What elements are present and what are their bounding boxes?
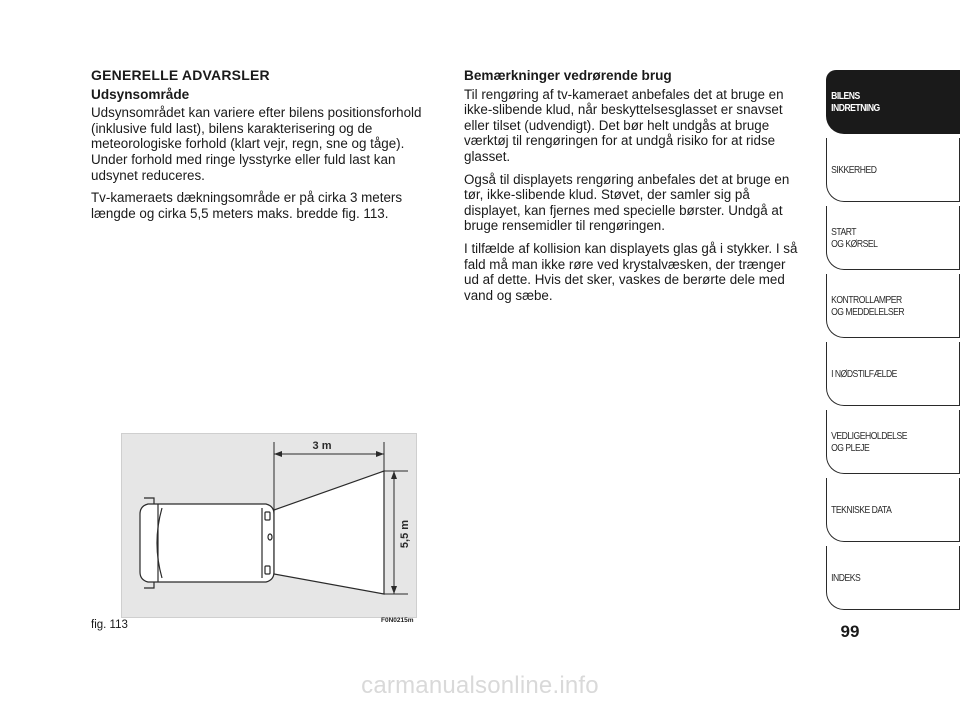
right-column xyxy=(464,68,804,310)
paragraph: I tilfælde af kollision kan displayets glas gå i stykker. I så fald må man ikke røre ved krystalvæsken, der trænger ud af dette. Hvis det sker, vaskes de berørte dele med vand og sæbe. xyxy=(464,240,798,303)
chapter-sidebar xyxy=(826,70,960,614)
tab-label: I NØDSTILFÆLDE xyxy=(831,367,897,380)
paragraph: Også til displayets rengøring anbefales det at bruge en tør, ikke-slibende klud. Støvet, der samler sig på displayet, kan fjernes med specielle børster. Undgå at bruge rensemidler til rengøringen. xyxy=(464,171,790,234)
width-label: 5,5 m xyxy=(399,519,411,549)
tab-indeks[interactable] xyxy=(826,546,960,610)
tab-start-og-korsel[interactable] xyxy=(826,206,960,270)
tab-label: KONTROLLAMPER OG MEDDELELSER xyxy=(831,293,905,318)
tab-label: TEKNISKE DATA xyxy=(831,503,892,516)
tab-tekniske-data[interactable] xyxy=(826,478,960,542)
tab-label: BILENS INDRETNING xyxy=(831,89,880,114)
figure-camera-coverage xyxy=(121,433,417,618)
paragraph: Til rengøring af tv-kameraet anbefales det at bruge en ikke-slibende klud, når beskyttelsesglasset er snavset eller tilset (udvendigt). Det bør helt undgås at bruge værktøj til rengøringen for at undgå risiko for at ridse glasset. xyxy=(464,86,784,164)
subheading-view-area: Udsynsområde xyxy=(91,86,190,102)
tab-label: INDEKS xyxy=(831,571,861,584)
paragraph: Tv-kameraets dækningsområde er på cirka 3 meters længde og cirka 5,5 meters maks. bredde fig. 113. xyxy=(91,190,403,221)
length-label: 3 m xyxy=(312,440,332,452)
subheading-usage-notes: Bemærkninger vedrørende brug xyxy=(464,68,672,83)
tab-bilens-indretning[interactable] xyxy=(826,70,960,134)
tab-label: VEDLIGEHOLDELSE OG PLEJE xyxy=(831,429,907,454)
tab-kontrollamper[interactable] xyxy=(826,274,960,338)
tab-sikkerhed[interactable] xyxy=(826,138,960,202)
left-column xyxy=(91,68,439,228)
coverage-diagram xyxy=(122,434,416,617)
tab-label: START OG KØRSEL xyxy=(831,225,878,250)
figure-code: F0N0215m xyxy=(381,617,414,624)
coverage-area xyxy=(274,471,384,594)
tab-i-nodstilfaelde[interactable] xyxy=(826,342,960,406)
watermark: carmanualsonline.info xyxy=(361,672,599,699)
paragraph: Udsynsområdet kan variere efter bilens positionsforhold (inklusive fuld last), bilens karakterisering og de meteorologiske forhold (klart vejr, regn, sne og tåge). Under forhold med ringe lysstyrke eller fuld last kan udsynet reduceres. xyxy=(91,105,422,183)
figure-caption: fig. 113 xyxy=(91,619,128,631)
section-heading: GENERELLE ADVARSLER xyxy=(91,67,270,83)
page-number: 99 xyxy=(840,622,860,641)
vehicle-top-view xyxy=(140,498,274,588)
tab-vedligeholdelse[interactable] xyxy=(826,410,960,474)
tab-label: SIKKERHED xyxy=(831,163,877,176)
